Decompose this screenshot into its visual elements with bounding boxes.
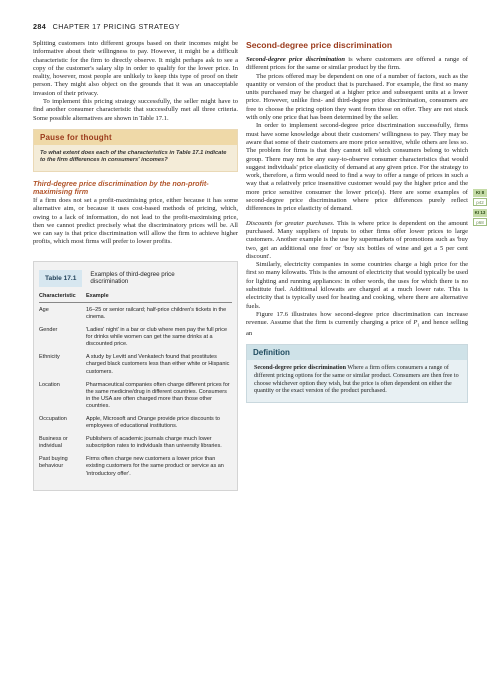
definition-text: Second-degree price discrimination Where a firm offers consumers a range of different pricing options for the same or similar product. Consumers are then free to choose whichever option they wish, but the price is often dependent on either the quantity or the exact version of the product purchased. — [254, 365, 459, 395]
key-term: Second-degree price discrimination — [246, 56, 345, 63]
table-cell-example: 16–25 or senior railcard; half-price children's tickets in the cinema. — [86, 306, 227, 320]
pause-for-thought-question: To what extent does each of the characteristics in Table 17.1 indicate to the firm differences in consumers' incomes? — [40, 149, 227, 164]
table-cell-characteristic: Business or individual — [39, 436, 68, 450]
key-idea-tag: KI 13 — [474, 210, 486, 215]
table-row — [39, 354, 232, 375]
page-ref-tag: p42 — [473, 198, 487, 206]
pause-for-thought-box — [33, 129, 238, 172]
table-cell-example: Pharmaceutical companies often charge different prices for the same medicine/drug in different countries. Consumers in the USA are often charged more than those other countries. — [86, 381, 230, 409]
run-in-heading: Discounts for greater purchases. — [246, 219, 335, 227]
column-header-example: Example — [86, 292, 109, 299]
table-row — [39, 307, 232, 321]
table-cell-example: A study by Levitt and Venkatech found that prostitutes charged black customers less than either white or Hispanic customers. — [86, 354, 230, 375]
paragraph-second-degree-definition: Second-degree price discrimination is where customers are offered a range of different prices for the same or similar product by the firm. — [246, 56, 468, 72]
chapter-title: CHAPTER 17 PRICING STRATEGY — [52, 22, 180, 31]
definition-term: Second-degree price discrimination — [254, 365, 346, 372]
paragraph-prices-offered: The prices offered may be dependent on one of a number of factors, such as the quantity or version of the product that is purchased. For example, the first so many units purchased may be charged at a higher price and subsequent units at a lower price. However, unlike first- and third-degree price discrimination, consumers are free to choose the pricing option they want from those on offer. They are not stuck with only one price that has been determined by the seller. — [246, 72, 468, 122]
paragraph-non-profit-maximising: If a firm does not set a profit-maximising price, either because it has some alternative aim, or because it uses cost-based methods of pricing, which, owing to a lack of information, do not lead to the profit-maximising price, then we cannot predict precisely what the discriminatory prices will be. All we can say is that price discrimination will allow the firm to achieve higher profits, which most firms will prefer to lower profits. — [33, 196, 238, 246]
page-number: 284 — [33, 22, 47, 31]
table-cell-characteristic: Past buying behaviour — [39, 456, 68, 470]
table-row — [39, 327, 232, 348]
table-cell-characteristic: Age — [39, 306, 49, 313]
table-row — [39, 382, 232, 410]
definition-box — [246, 344, 468, 403]
paragraph-electricity: Similarly, electricity companies in some countries charge a high price for the first so many kilowatts. This is the amount of electricity that would typically be used for lighting and running appliances: in other words, the uses for which there is no substitute fuel. Additional kilowatts are charged at a much lower rate. This is electricity that is typically used for heating and cooking, where there are alternative fuels. — [246, 261, 468, 310]
table-cell-characteristic: Gender — [39, 327, 58, 334]
table-17-1 — [33, 261, 238, 491]
table-header — [39, 270, 232, 287]
table-cell-example: 'Ladies' night' in a bar or club where men pay the full price for drinks while women can get the same drinks at a discounted price. — [86, 327, 228, 348]
table-caption: Examples of third-degree price discrimination — [90, 270, 175, 286]
table-label: Table 17.1 — [39, 270, 82, 287]
running-header — [33, 22, 180, 31]
paragraph-discounts-greater-purchases: Discounts for greater purchases. This is where price is dependent on the amount purchased. Many suppliers of inputs to other firms offer lower prices to large customers. Another example is the use by supermarkets of promotions such as 'buy two, get an additional one free' or 'buy six bottles of wine and get a 5 per cent discount'. — [246, 219, 468, 260]
table-column-headers — [39, 293, 232, 303]
table-row — [39, 456, 232, 477]
left-column — [33, 40, 238, 491]
table-row — [39, 416, 232, 430]
paragraph-implement-strategy: To implement this pricing strategy successfully, the seller might have to find another consumer characteristic that successfully met all three criteria. Some possible alternatives are shown in Table 17.1. — [33, 98, 238, 122]
table-cell-example: Firms often charge new customers a lower price than existing customers for the same product or service as an 'introductory offer'. — [86, 456, 224, 477]
table-cell-example: Publishers of academic journals charge much lower subscription rates to individuals than university libraries. — [86, 436, 222, 450]
table-cell-example: Apple, Microsoft and Orange provide price discounts to employees of educational institutions. — [86, 415, 220, 430]
paragraph-implement-second-degree: In order to implement second-degree price discrimination successfully, firms must have some knowledge about their customers' willingness to pay. They may be aware that some of their customers are more price sensitive, while others are less so. The problem for firms is that they cannot tell which consumers belong to which group. There may not be any easy-to-observe consumer characteristics that would suggest individuals' price elasticity of demand at any given price. For the strategy to work, therefore, a firm would need to find a way to offer a range of prices in such a way that a relatively price insensitive customer would pay the higher price and the more price sensitive consumer the lower price(s). Here are some examples of second-degree price discrimination where price differences purely reflect differences in price elasticity of demand. — [246, 122, 468, 213]
table-row — [39, 436, 232, 450]
paragraph-figure-reference: Figure 17.6 illustrates how second-degree price discrimination can increase revenue. Assume that the firm is currently charging a price of $P_1$ and hence selling an — [246, 310, 469, 337]
page-ref-tag: p68 — [473, 218, 487, 226]
right-column — [246, 40, 468, 403]
section-heading-second-degree: Second-degree price discrimination — [246, 40, 393, 50]
subheading-non-profit-maximising: Third-degree price discrimination by the non-profit-maximising firm — [33, 178, 209, 197]
table-cell-characteristic: Ethnicity — [39, 354, 60, 361]
pause-for-thought-title: Pause for thought — [34, 130, 237, 145]
table-cell-characteristic: Occupation — [39, 415, 67, 422]
table-cell-characteristic: Location — [39, 381, 60, 388]
paragraph-income-groups: Splitting customers into different groups based on their incomes might be informative about their willingness to pay. However, it might be a difficult characteristic for the firm to directly observe. It might perhaps ask to see a copy of the customer's salary slip in order to qualify for the lower price. In reality, however, most people are unlikely to keep this type of proof on their person. They might also object on the grounds that it was an unacceptable invasion of their privacy. — [33, 40, 238, 97]
key-idea-tag: KI 8 — [473, 189, 487, 197]
definition-title: Definition — [247, 345, 467, 360]
key-idea-margin-tags — [473, 189, 487, 229]
column-header-characteristic: Characteristic — [39, 292, 76, 299]
